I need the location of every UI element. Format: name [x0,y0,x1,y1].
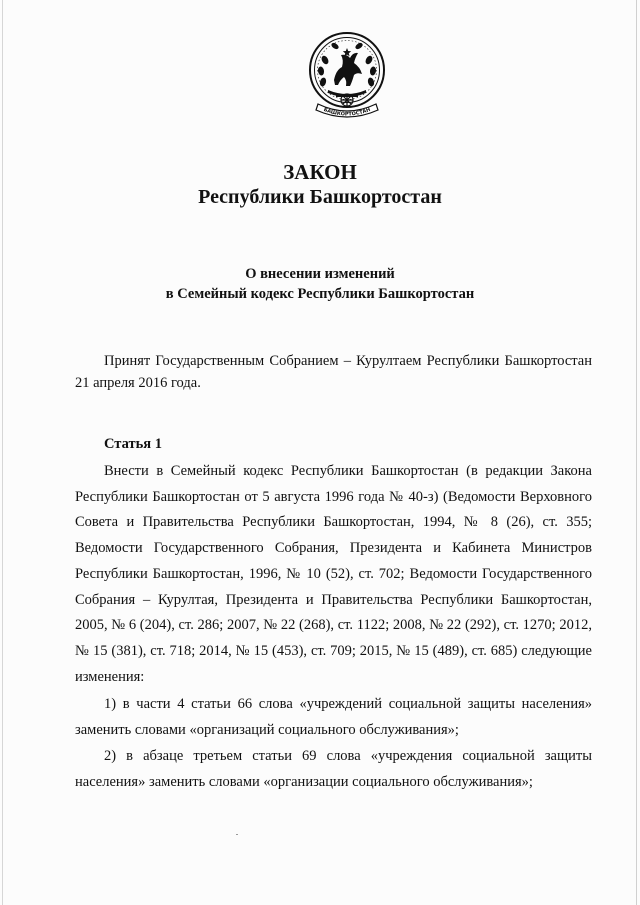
bashkortostan-coat-of-arms-icon [306,30,388,122]
law-name [0,264,640,304]
law-name-line1: О внесении изменений [245,266,395,282]
law-name-line2: в Семейный кодекс Республики Башкортостан [165,286,475,302]
document-type-heading: ЗАКОН [283,160,357,184]
scan-speck [236,834,238,835]
emblem-ribbon-text: БАШКОРТОСТАН [322,106,372,118]
article-item-2: 2) в абзаце третьем статьи 69 слова «учреждения социальной защиты населения» заменить словами «организации социального обслуживания»; [75,748,592,790]
issuer-heading: Республики Башкортостан [198,186,442,208]
article-heading: Статья 1 [104,436,162,452]
article-item-1: 1) в части 4 статьи 66 слова «учреждений социальной защиты населения» заменить словами «организаций социального обслуживания»; [75,696,592,738]
article-intro-paragraph: Внести в Семейный кодекс Республики Башкортостан (в редакции Закона Республики Башкортостан от 5 августа 1996 года № 40-з) (Ведомости Верховного Совета и Правительства Республики Башкортостан, 1994, № 8 (26), ст. 355; Ведомости Государственного Собрания, Президента и Кабинета Министров Республики Башкортостан, 1996, № 10 (52), ст. 702; Ведомости Государственного Собрания – Курултая, Президента и Правительства Республики Башкортостан, 2005, № 6 (204), ст. 286; 2007, № 22 (268), ст. 1122; 2008, № 22 (292), ст. 1270; 2012, № 15 (381), ст. 718; 2014, № 15 (453), ст. 709; 2015, № 15 (489), ст. 685) следующие изменения: [75,463,592,685]
scan-edge-right [636,0,637,905]
scan-edge-left [2,0,3,905]
adoption-statement: Принят Государственным Собранием – Курултаем Республики Башкортостан 21 апреля 2016 года. [75,353,592,391]
